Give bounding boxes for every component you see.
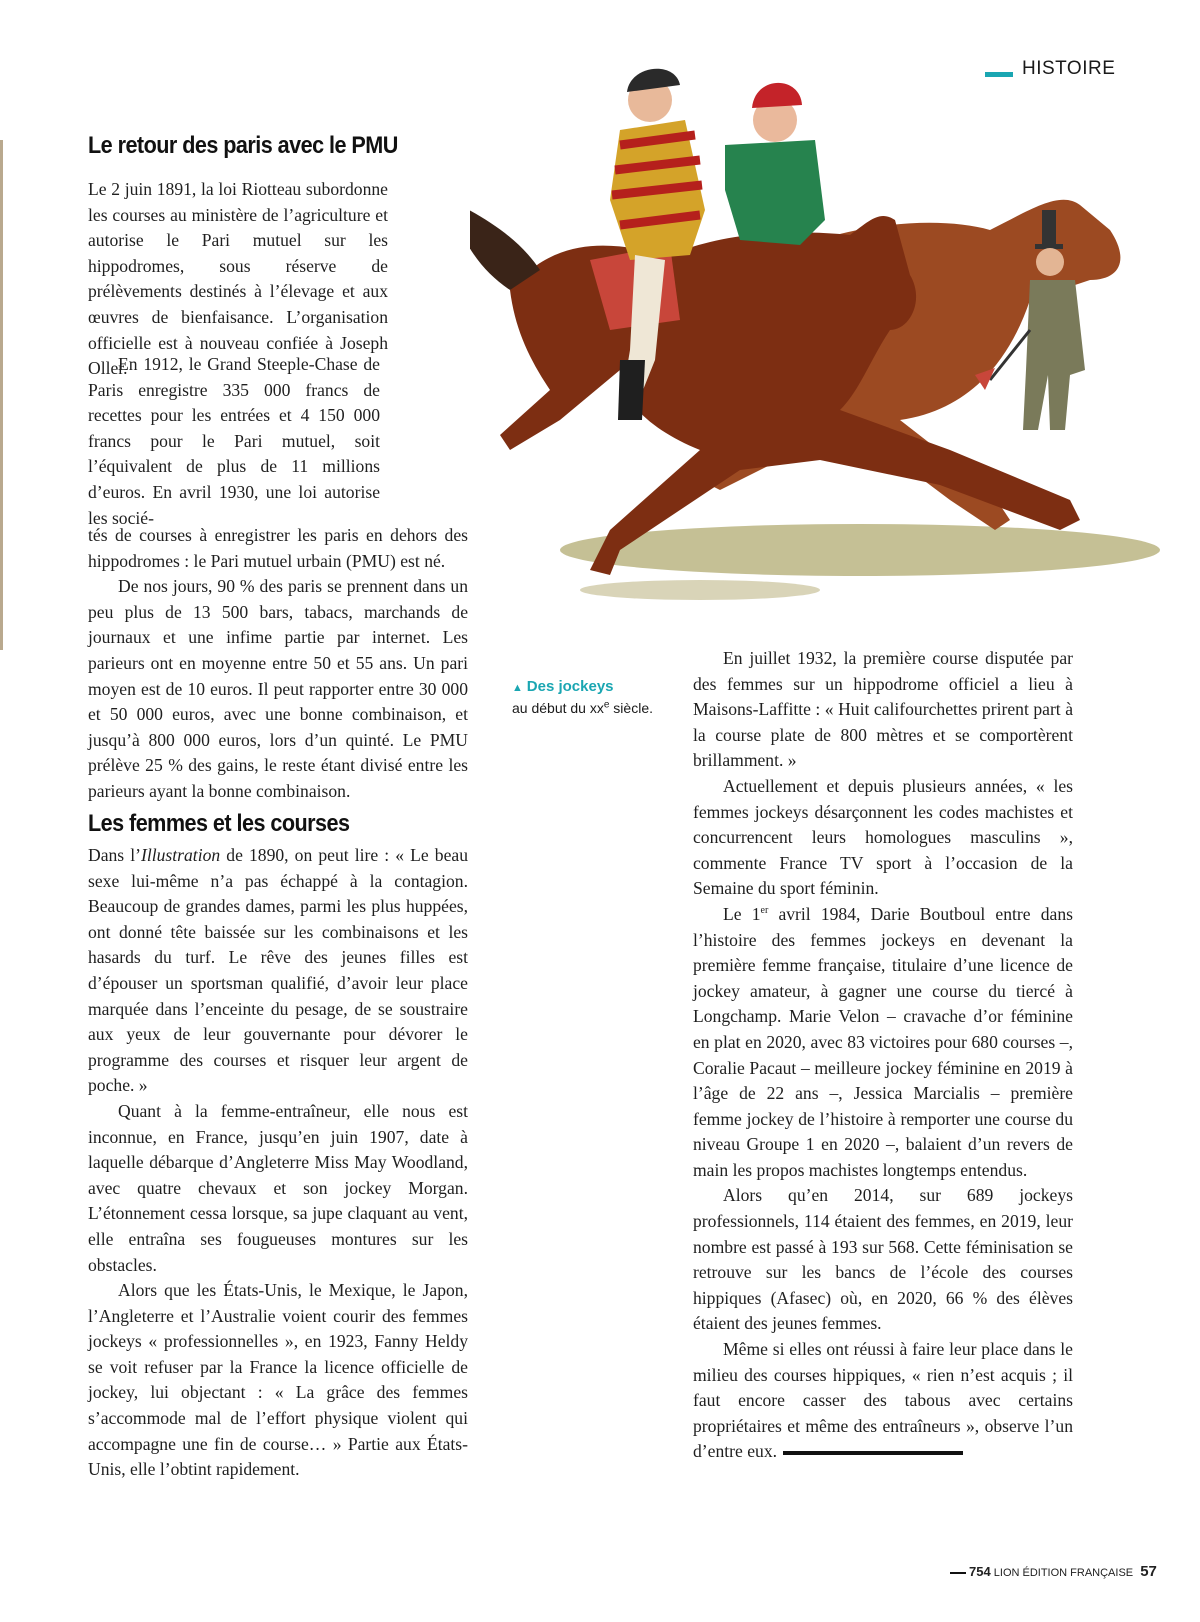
- right-p3-post: avril 1984, Darie Boutboul entre dans l’histoire des femmes jockeys en devenant la première femme française, titulaire d’une licence de jockey amateur, à gagner une course du tiercé à Longchamp. Marie Velon – cravache d’or féminine en plat en 2020, avec 83 victoires pour 680 courses –, Coralie Pacaut – meilleure jockey féminine en 2019 à l’âge de 22 ans –, Jessica Marcialis – première femme jockey de l’histoire à remporter une course du niveau Groupe 1 en 2020 –, balaient d’un revers de main les propos machistes longtemps entendus.: [693, 903, 1073, 1180]
- heading-pmu: Le retour des paris avec le PMU: [88, 132, 398, 159]
- groom-figure: [1023, 280, 1085, 430]
- caption-text: [512, 698, 692, 718]
- caption-sup: e: [603, 699, 610, 711]
- footer-magazine: LION ÉDITION FRANÇAISE: [993, 1567, 1134, 1579]
- jockey-green-silks: [725, 140, 825, 245]
- end-of-article-rule: [783, 1451, 963, 1455]
- sec1-p1: Le 2 juin 1891, la loi Riotteau subordonne les courses au ministère de l’agriculture et autorise le Pari mutuel sur les hippodromes, sous réserve de prélèvements destinés à l’élevage et aux œuvres de bienfaisance. L’organisation officielle est à nouveau confiée à Joseph Oller.: [88, 179, 388, 379]
- caption-triangle-icon: ▲: [512, 682, 523, 694]
- illustration-caption: [512, 676, 692, 718]
- right-p5-text: Même si elles ont réussi à faire leur place dans le milieu des courses hippiques, « rien n’est acquis ; il faut encore casser des tabous avec certains propriétaires et même des entraîneurs », observe l’un d’entre eux.: [693, 1339, 1073, 1462]
- footer-dash: [950, 1572, 966, 1574]
- sec2-column: [88, 843, 468, 1483]
- sec2-p1: [88, 843, 468, 1099]
- caption-title: Des jockeys: [526, 678, 614, 695]
- right-p2: Actuellement et depuis plusieurs années, « les femmes jockeys désarçonnent les codes machistes et concurrencent leurs homologues masculins », commente France TV sport à l’occasion de la Semaine du sport féminin.: [693, 775, 1073, 899]
- footer-issue: 754: [969, 1564, 991, 1579]
- sec1-paragraph-2b: [88, 523, 468, 805]
- heading-femmes: Les femmes et les courses: [88, 810, 350, 837]
- sec1-p2a: En 1912, le Grand Steeple-Chase de Paris enregistre 335 000 francs de recettes pour les entrées et 4 150 000 francs pour le Pari mutuel, soit l’équivalent de plus de 11 millions d’euros. En avril 1930, une loi autorise les socié-: [88, 354, 380, 528]
- ground-shadow: [560, 524, 1160, 576]
- right-p5: [693, 1337, 1073, 1465]
- right-column: [693, 646, 1073, 1465]
- sec1-p2b: tés de courses à enregistrer les paris en dehors des hippodromes : le Pari mutuel urbain (PMU) est né.: [88, 525, 468, 571]
- right-p3-pre: Le 1: [723, 903, 761, 924]
- sec2-p1-pre: Dans l’: [88, 845, 141, 865]
- sec2-p2: Quant à la femme-entraîneur, elle nous est inconnue, en France, jusqu’en juin 1907, date à laquelle débarque d’Angleterre Miss May Woodland, avec quatre chevaux et son jockey Morgan. L’étonnement cessa lorsque, sa jupe claquant au vent, elle entraîna ses fougueuses montures sur les obstacles.: [88, 1100, 468, 1275]
- sec2-p1-italic: Illustration: [141, 845, 221, 865]
- jockey-2-cap: [752, 83, 802, 108]
- sec1-p3: De nos jours, 90 % des paris se prennent dans un peu plus de 13 500 bars, tabacs, marchands de journaux et une infime partie par internet. Les parieurs ont en moyenne entre 50 et 55 ans. Un pari moyen est de 10 euros. Il peut rapporter entre 30 000 et 50 000 euros, avec une bonne combinaison, et jusqu’à 800 000 euros, lors d’un quinté. Le PMU prélève 25 % des gains, le reste étant divisé entre les parieurs ayant la bonne combinaison.: [88, 576, 468, 801]
- page-edge-line: [0, 140, 3, 650]
- horse-tail: [470, 200, 540, 290]
- right-p3-sup: er: [760, 905, 769, 917]
- section-label: HISTOIRE: [1022, 58, 1116, 79]
- groom-top-hat: [1042, 210, 1056, 246]
- sec1-paragraph-2a: [88, 352, 380, 531]
- caption-century: xx: [589, 700, 604, 716]
- jockeys-illustration: [470, 30, 1190, 630]
- right-p4: Alors qu’en 2014, sur 689 jockeys professionnels, 114 étaient des femmes, en 2019, leur nombre est passé à 193 sur 568. Cette féminisation se retrouve sur les bancs de l’école des courses hippiques (Afasec) où, en 2020, 66 % des élèves étaient des jeunes femmes.: [693, 1185, 1073, 1334]
- caption-text-post: siècle.: [609, 700, 653, 716]
- right-p3: [693, 902, 1073, 1184]
- page-footer: [950, 1563, 1157, 1580]
- sec2-p3: Alors que les États-Unis, le Mexique, le Japon, l’Angleterre et l’Australie voient courir des femmes jockeys « professionnelles », en 1923, Fanny Heldy se voit refuser par la France la licence officielle de jockey, lui objectant : « La grâce des femmes s’accommode mal de l’effort physique violent qui accompagne une fin de course… » Partie aux États-Unis, elle l’obtint rapidement.: [88, 1280, 468, 1480]
- sec2-p1-post: de 1890, on peut lire : « Le beau sexe lui-même n’a pas échappé à la contagion. Beaucoup de grandes dames, parmi les plus huppées, ont donné tête baissée sur les combinaisons et les hasards du turf. Le rêve des jeunes filles est d’épouser un sportsman qualifié, d’avoir leur place marquée dans l’enceinte du pesage, de se soustraire aux yeux de leur gouvernante pour dévorer le programme des courses et risquer leur argent de poche. »: [88, 845, 468, 1096]
- caption-text-pre: au début du: [512, 700, 590, 716]
- right-p1: En juillet 1932, la première course disputée par des femmes sur un hippodrome officiel a lieu à Maisons-Laffitte : « Huit califourchettes prirent part à la course plate de 800 mètres et se comportèrent brillamment. »: [693, 648, 1073, 771]
- footer-page-number: 57: [1140, 1563, 1157, 1580]
